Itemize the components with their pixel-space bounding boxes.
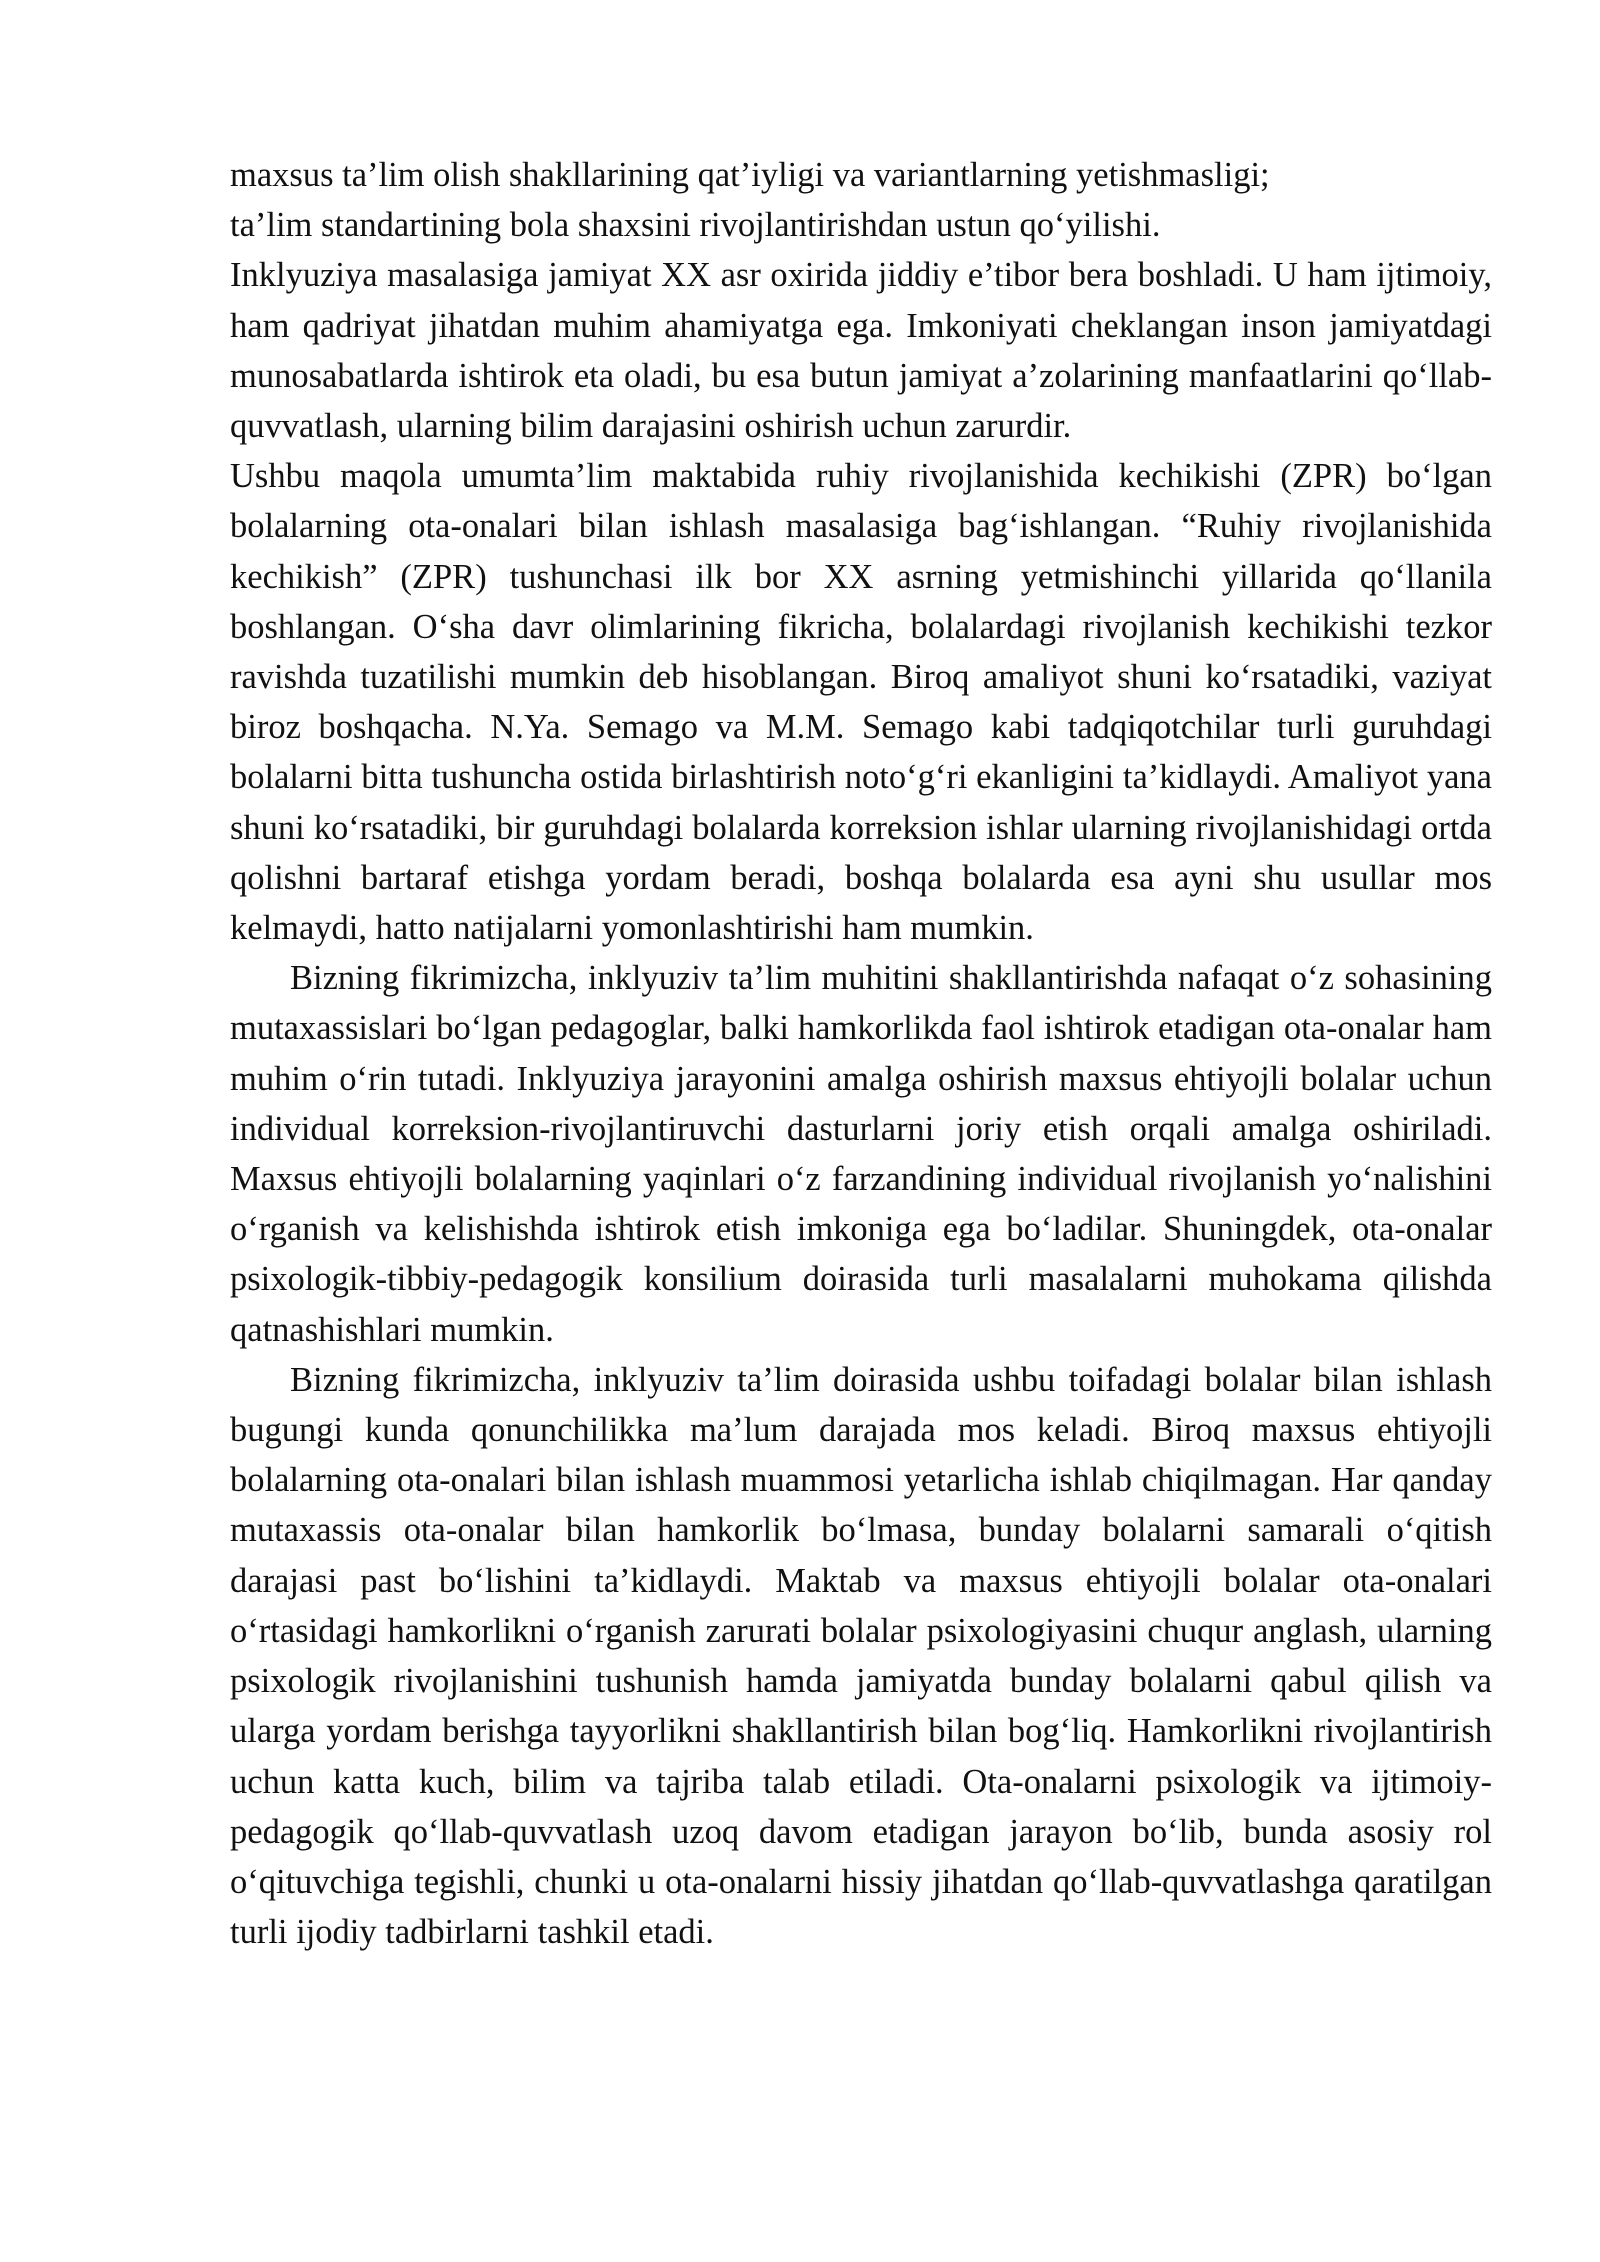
paragraph-zpr-article: Ushbu maqola umumta’lim maktabida ruhiy rivojlanishida kechikishi (ZPR) bo‘lgan bolalarning ota-onalari bilan ishlash masalasiga bag‘ishlangan. “Ruhiy rivojlanishida kechikish” (ZPR) tushunchasi ilk bor XX asrning yetmishinchi yillarida qo‘llanila boshlangan. O‘sha davr olimlarining fikricha, bolalardagi rivojlanish kechikishi tezkor ravishda tuzatilishi mumkin deb hisoblangan. Biroq amaliyot shuni ko‘rsatadiki, vaziyat biroz boshqacha. N.Ya. Semago va M.M. Semago kabi tadqiqotchilar turli guruhdagi bolalarni bitta tushuncha ostida birlashtirish noto‘g‘ri ekanligini ta’kidlaydi. Amaliyot yana shuni ko‘rsatadiki, bir guruhdagi bolalarda korreksion ishlar ularning rivojlanishidagi ortda qolishni bartaraf etishga yordam beradi, boshqa bolalarda esa ayni shu usullar mos kelmaydi, hatto natijalarni yomonlashtirishi ham mumkin. [230, 457, 1492, 948]
paragraph-parents-role: Bizning fikrimizcha, inklyuziv ta’lim muhitini shakllantirishda nafaqat o‘z sohasining mutaxassislari bo‘lgan pedagoglar, balki hamkorlikda faol ishtirok etadigan ota-onalar ham muhim o‘rin tutadi. Inklyuziya jarayonini amalga oshirish maxsus ehtiyojli bolalar uchun individual korreksion-rivojlantiruvchi dasturlarni joriy etish orqali amalga oshiriladi. Maxsus ehtiyojli bolalarning yaqinlari o‘z farzandining individual rivojlanish yo‘nalishini o‘rganish va kelishishda ishtirok etish imkoniga ega bo‘ladilar. Shuningdek, ota-onalar psixologik-tibbiy-pedagogik konsilium doirasida turli masalalarni muhokama qilishda qatnashishlari mumkin. [230, 959, 1492, 1349]
document-page [230, 150, 1492, 1957]
paragraph-cooperation: Bizning fikrimizcha, inklyuziv ta’lim doirasida ushbu toifadagi bolalar bilan ishlash bugungi kunda qonunchilikka ma’lum darajada mos keladi. Biroq maxsus ehtiyojli bolalarning ota-onalari bilan ishlash muammosi yetarlicha ishlab chiqilmagan. Har qanday mutaxassis ota-onalar bilan hamkorlik bo‘lmasa, bunday bolalarni samarali o‘qitish darajasi past bo‘lishini ta’kidlaydi. Maktab va maxsus ehtiyojli bolalar ota-onalari o‘rtasidagi hamkorlikni o‘rganish zarurati bolalar psixologiyasini chuqur anglash, ularning psixologik rivojlanishini tushunish hamda jamiyatda bunday bolalarni qabul qilish va ularga yordam berishga tayyorlikni shakllantirish bilan bog‘liq. Hamkorlikni rivojlantirish uchun katta kuch, bilim va tajriba talab etiladi. Ota-onalarni psixologik va ijtimoiy-pedagogik qo‘llab-quvvatlash uzoq davom etadigan jarayon bo‘lib, bunda asosiy rol o‘qituvchiga tegishli, chunki u ota-onalarni hissiy jihatdan qo‘llab-quvvatlashga qaratilgan turli ijodiy tadbirlarni tashkil etadi. [230, 1360, 1492, 1952]
paragraph-inclusion-intro: Inklyuziya masalasiga jamiyat XX asr oxirida jiddiy e’tibor bera boshladi. U ham ijtimoiy, ham qadriyat jihatdan muhim ahamiyatga ega. Imkoniyati cheklangan inson jamiyatdagi munosabatlarda ishtirok eta oladi, bu esa butun jamiyat a’zolarining manfaatlarini qo‘llab-quvvatlash, ularning bilim darajasini oshirish uchun zarurdir. [230, 256, 1492, 446]
list-line-1: maxsus ta’lim olish shakllarining qat’iyligi va variantlarning yetishmasligi; [230, 156, 1270, 194]
list-line-2: ta’lim standartining bola shaxsini rivojlantirishdan ustun qo‘yilishi. [230, 206, 1161, 245]
